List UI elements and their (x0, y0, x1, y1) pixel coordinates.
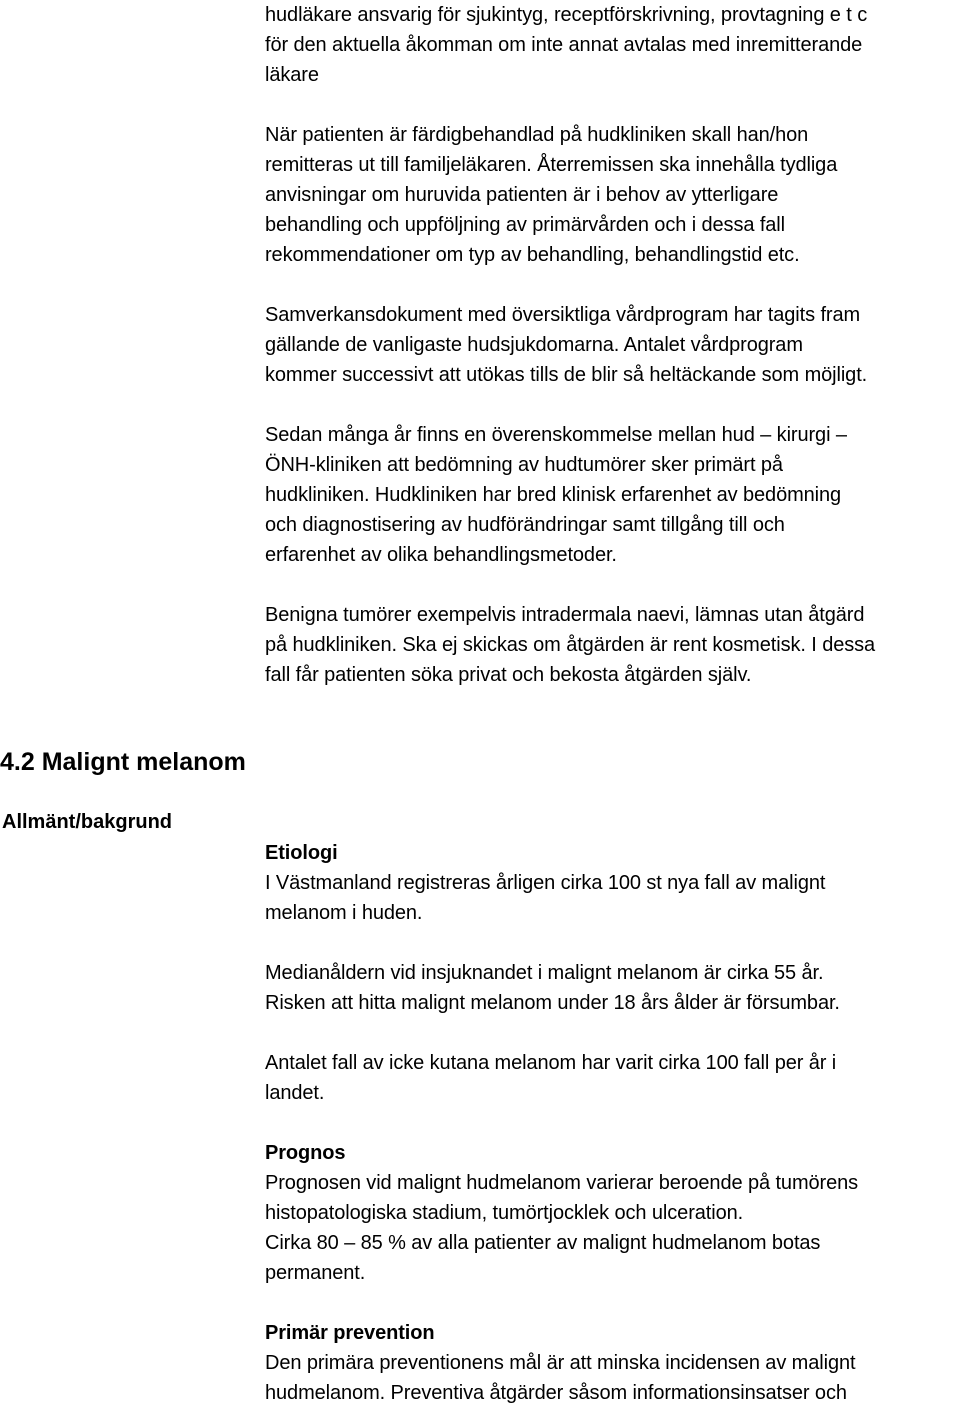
text-line: gällande de vanligaste hudsjukdomarna. Antalet vårdprogram (265, 334, 803, 356)
prevention-heading: Primär prevention (265, 1322, 435, 1344)
text-line: och diagnostisering av hudförändringar samt tillgång till och (265, 514, 785, 536)
text-line: anvisningar om huruvida patienten är i behov av ytterligare (265, 184, 779, 206)
section-title: 4.2 Malignt melanom (0, 748, 246, 776)
text-line: erfarenhet av olika behandlingsmetoder. (265, 544, 617, 566)
text-line: hudläkare ansvarig för sjukintyg, receptförskrivning, provtagning e t c (265, 4, 868, 26)
text-line: Prognosen vid malignt hudmelanom varierar beroende på tumörens (265, 1172, 859, 1194)
text-line: hudmelanom. Preventiva åtgärder såsom informationsinsatser och (265, 1382, 847, 1404)
text-line: I Västmanland registreras årligen cirka 100 st nya fall av malignt (265, 872, 826, 894)
text-line: permanent. (265, 1262, 366, 1284)
paragraph-care-programs (265, 300, 955, 390)
text-line: remitteras ut till familjeläkaren. Återremissen ska innehålla tydliga (265, 154, 838, 176)
paragraph-non-cutaneous (265, 1048, 955, 1108)
text-line: Risken att hitta malignt melanom under 18 års ålder är försumbar. (265, 992, 840, 1014)
text-line: behandling och uppföljning av primärvården och i dessa fall (265, 214, 785, 236)
text-line: histopatologiska stadium, tumörtjocklek och ulceration. (265, 1202, 744, 1224)
text-line: Medianåldern vid insjuknandet i malignt melanom är cirka 55 år. (265, 962, 824, 984)
text-line: på hudkliniken. Ska ej skickas om åtgärden är rent kosmetisk. I dessa (265, 634, 876, 656)
etiologi-heading: Etiologi (265, 842, 338, 864)
text-line: Cirka 80 – 85 % av alla patienter av malignt hudmelanom botas (265, 1232, 821, 1254)
prognos-heading: Prognos (265, 1142, 346, 1164)
text-line: melanom i huden. (265, 902, 423, 924)
text-line: fall får patienten söka privat och bekosta åtgärden själv. (265, 664, 752, 686)
text-line: När patienten är färdigbehandlad på hudkliniken skall han/hon (265, 124, 809, 146)
side-heading: Allmänt/bakgrund (2, 811, 173, 833)
paragraph-tumor-assessment (265, 420, 955, 570)
paragraph-median-age (265, 958, 955, 1018)
text-line: Antalet fall av icke kutana melanom har varit cirka 100 fall per år i (265, 1052, 837, 1074)
prognos-block (265, 1138, 955, 1288)
paragraph-referral-responsibility (265, 0, 955, 90)
intro-column (265, 0, 955, 690)
text-line: landet. (265, 1082, 325, 1104)
text-line: läkare (265, 64, 319, 86)
prevention-block (265, 1318, 955, 1408)
text-line: rekommendationer om typ av behandling, behandlingstid etc. (265, 244, 800, 266)
text-line: för den aktuella åkomman om inte annat avtalas med inremitterande (265, 34, 863, 56)
text-line: kommer successivt att utökas tills de blir så heltäckande som möjligt. (265, 364, 868, 386)
etiologi-block (265, 838, 955, 928)
text-line: Samverkansdokument med översiktliga vårdprogram har tagits fram (265, 304, 861, 326)
paragraph-benign-tumors (265, 600, 955, 690)
text-line: hudkliniken. Hudkliniken har bred klinisk erfarenhet av bedömning (265, 484, 842, 506)
text-line: Sedan många år finns en överenskommelse mellan hud – kirurgi – (265, 424, 847, 446)
melanoma-column (265, 838, 955, 1408)
text-line: Den primära preventionens mål är att minska incidensen av malignt (265, 1352, 856, 1374)
paragraph-return-referral (265, 120, 955, 270)
text-line: ÖNH-kliniken att bedömning av hudtumörer sker primärt på (265, 454, 783, 476)
text-line: Benigna tumörer exempelvis intradermala naevi, lämnas utan åtgärd (265, 604, 865, 626)
